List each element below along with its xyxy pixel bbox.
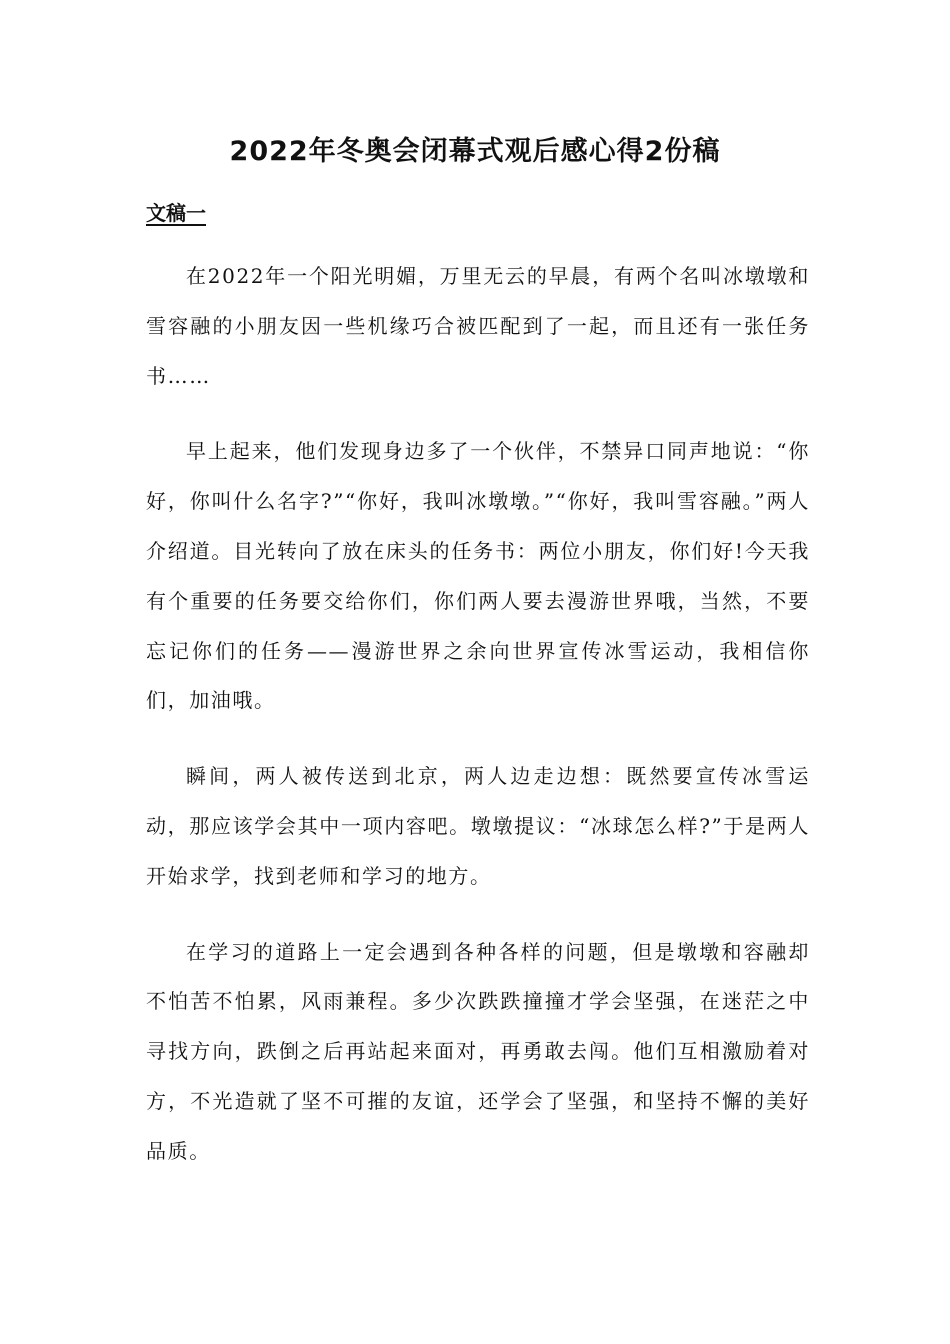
paragraph: 早上起来，他们发现身边多了一个伙伴，不禁异口同声地说：“你好，你叫什么名字?”“你好，我叫冰墩墩。”“你好，我叫雪容融。”两人介绍道。目光转向了放在床头的任务书：两位小朋友，你们好!今天我有个重要的任务要交给你们，你们两人要去漫游世界哦，当然，不要忘记你们的任务——漫游世界之余向世界宣传冰雪运动，我相信你们，加油哦。 (146, 439, 810, 713)
section-heading: 文稿一 (146, 201, 206, 225)
document-title: 2022年冬奥会闭幕式观后感心得2份稿 (229, 136, 721, 167)
paragraph: 在2022年一个阳光明媚，万里无云的早晨，有两个名叫冰墩墩和雪容融的小朋友因一些机缘巧合被匹配到了一起，而且还有一张任务书…… (146, 264, 810, 388)
paragraph: 瞬间，两人被传送到北京，两人边走边想：既然要宣传冰雪运动，那应该学会其中一项内容吧。墩墩提议：“冰球怎么样?”于是两人开始求学，找到老师和学习的地方。 (146, 764, 810, 888)
paragraph: 在学习的道路上一定会遇到各种各样的问题，但是墩墩和容融却不怕苦不怕累，风雨兼程。多少次跌跌撞撞才学会坚强，在迷茫之中寻找方向，跌倒之后再站起来面对，再勇敢去闯。他们互相激励着对方，不光造就了坚不可摧的友谊，还学会了坚强，和坚持不懈的美好品质。 (146, 939, 810, 1163)
document-body (146, 252, 810, 1203)
